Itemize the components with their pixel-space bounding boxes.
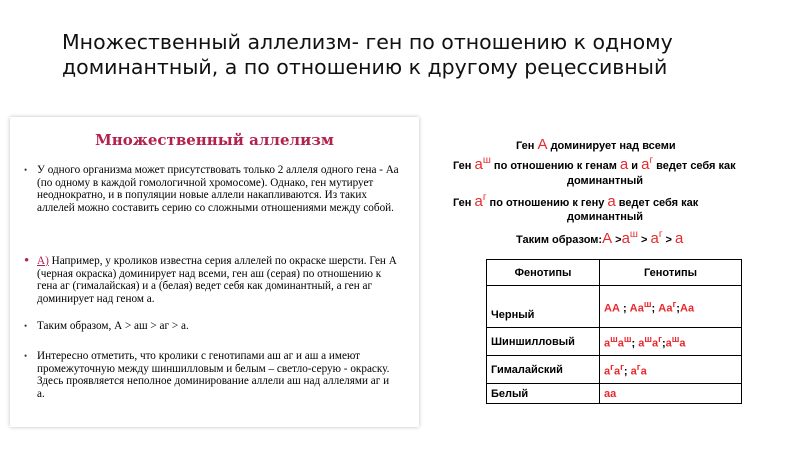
table-row: [487, 328, 742, 356]
line-conclusion: Таким образом:А $>а^ш > а^г > а$: [516, 229, 684, 247]
line-dominant-2: доминантный: [567, 211, 644, 223]
genotype-cell: АА ; $Аа^ш$; $Аа^г;Аа$: [600, 286, 742, 328]
table-row: [487, 286, 742, 328]
phenotype-cell: Черный: [487, 286, 600, 328]
panel-heading: Множественный аллелизм: [95, 131, 334, 149]
line-dominant-1: доминантный: [567, 175, 644, 187]
table-header-row: [487, 260, 742, 286]
bullet-icon: •: [24, 253, 30, 269]
phenotype-cell: Шиншилловый: [487, 328, 600, 356]
phenotype-cell: Белый: [487, 384, 600, 404]
table-row: [487, 356, 742, 384]
paragraph-4: • Интересно отметить, что кролики с генотипами аш аг и аш а имеют промежуточную между шиншилловым и белым – светло-серую - окраску. Здесь проявляется неполное доминирование аллели аш над аллелями аг и а.: [24, 350, 390, 400]
bullet-icon: •: [24, 165, 28, 175]
line-gene-ag: Ген $а^г$ по отношению к гену а ведет себя как: [453, 192, 699, 210]
paragraph-3: • Таким образом, А > аш > аг > а.: [24, 320, 189, 332]
line-gene-A: Ген А доминирует над всеми: [516, 136, 676, 153]
genotype-cell: $а^ша^ш$; $а^ша^г;а^ша$: [600, 328, 742, 356]
header-genotypes: Генотипы: [600, 260, 742, 286]
paragraph-2: • А) Например, у кроликов известна серия аллелей по окраске шерсти. Ген А (черная окраска) доминирует над всеми, ген аш (серая) по отношению к гена аг (гималайская) и а (белая) ведет себя как доминантный, а ген аг доминирует над геном а.: [24, 253, 397, 305]
bullet-icon: •: [24, 321, 28, 331]
header-phenotypes: Фенотипы: [487, 260, 600, 286]
genotype-cell: $а^га^г$; $а^га$: [600, 356, 742, 384]
phenotype-cell: Гималайский: [487, 356, 600, 384]
bullet-icon: •: [24, 351, 28, 361]
line-gene-ash: Ген $а^ш$ по отношению к генам а и $а^г$ ведет себя как: [453, 155, 736, 173]
slide-title: Множественный аллелизм- ген по отношению к одному доминантный, а по отношению к другому рецессивный: [62, 30, 673, 79]
genotype-cell: аа: [600, 384, 742, 404]
phenotype-genotype-table: [486, 259, 742, 404]
left-text-panel: [10, 117, 419, 427]
paragraph-1: • У одного организма может присутствовать только 2 аллеля одного гена - Аа (по одному в каждой гомологичной хромосоме). Однако, ген мутирует неоднократно, и в популяции новые аллели накапливаются. Из таких аллелей можно составить серию со сложными отношениями между собой.: [24, 164, 399, 214]
table-row: [487, 384, 742, 404]
